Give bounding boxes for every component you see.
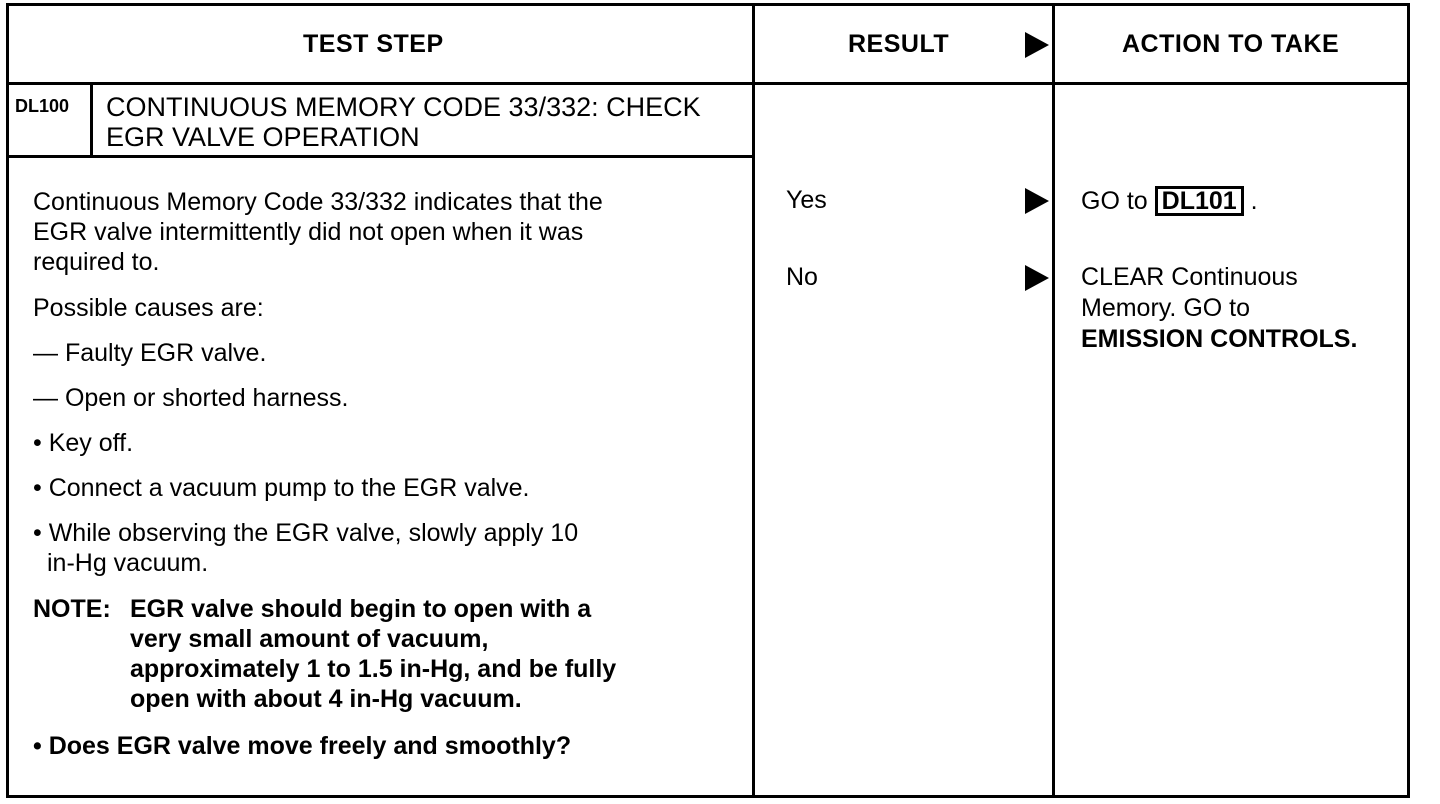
action-yes-suffix: . [1250, 187, 1258, 215]
divider-test-result [752, 3, 755, 798]
note-line4: open with about 4 in-Hg vacuum. [130, 685, 522, 713]
intro-line2: EGR valve intermittently did not open when it was [33, 218, 584, 246]
cause-1: — Faulty EGR valve. [33, 339, 267, 367]
note-line3: approximately 1 to 1.5 in-Hg, and be fully [130, 655, 617, 683]
step-bullet-3-line1: • While observing the EGR valve, slowly apply 10 [33, 519, 579, 547]
note-label: NOTE: [33, 595, 111, 623]
action-yes-prefix: GO to [1081, 187, 1148, 215]
note-text [130, 594, 616, 714]
cause-2: — Open or shorted harness. [33, 384, 349, 412]
intro-line1: Continuous Memory Code 33/332 indicates that the [33, 188, 603, 216]
header-action: ACTION TO TAKE [1122, 30, 1340, 58]
result-yes: Yes [786, 186, 827, 214]
step-bullet-2: • Connect a vacuum pump to the EGR valve. [33, 474, 530, 502]
result-arrow-icon [1025, 32, 1049, 58]
action-no-line2: Memory. GO to [1081, 294, 1251, 322]
yes-arrow-icon [1025, 188, 1049, 214]
action-no-line1: CLEAR Continuous [1081, 263, 1298, 291]
causes-heading: Possible causes are: [33, 294, 264, 322]
note-line2: very small amount of vacuum, [130, 625, 489, 653]
intro-line3: required to. [33, 248, 160, 276]
note-line1: EGR valve should begin to open with a [130, 595, 592, 623]
action-no-line3: EMISSION CONTROLS. [1081, 325, 1358, 353]
question: • Does EGR valve move freely and smoothly? [33, 732, 572, 760]
step-code: DL100 [15, 96, 70, 116]
step-title-line1: CONTINUOUS MEMORY CODE 33/332: CHECK [106, 92, 701, 122]
action-yes [1081, 186, 1258, 217]
step-title [106, 92, 701, 152]
step-bullet-1: • Key off. [33, 429, 134, 457]
intro-text [33, 187, 603, 277]
header-divider [6, 82, 1410, 85]
action-yes-ref[interactable]: DL101 [1155, 186, 1244, 216]
result-no: No [786, 263, 818, 291]
header-result: RESULT [848, 30, 950, 58]
step-title-line2: EGR VALVE OPERATION [106, 122, 420, 152]
no-arrow-icon [1025, 265, 1049, 291]
action-no [1081, 262, 1357, 355]
step-bullet-3 [33, 518, 578, 578]
step-bullet-3-line2: in-Hg vacuum. [47, 549, 209, 577]
code-box-divider [90, 83, 93, 157]
step-title-divider [6, 155, 754, 158]
divider-result-action [1052, 3, 1055, 798]
header-test-step: TEST STEP [303, 30, 444, 58]
